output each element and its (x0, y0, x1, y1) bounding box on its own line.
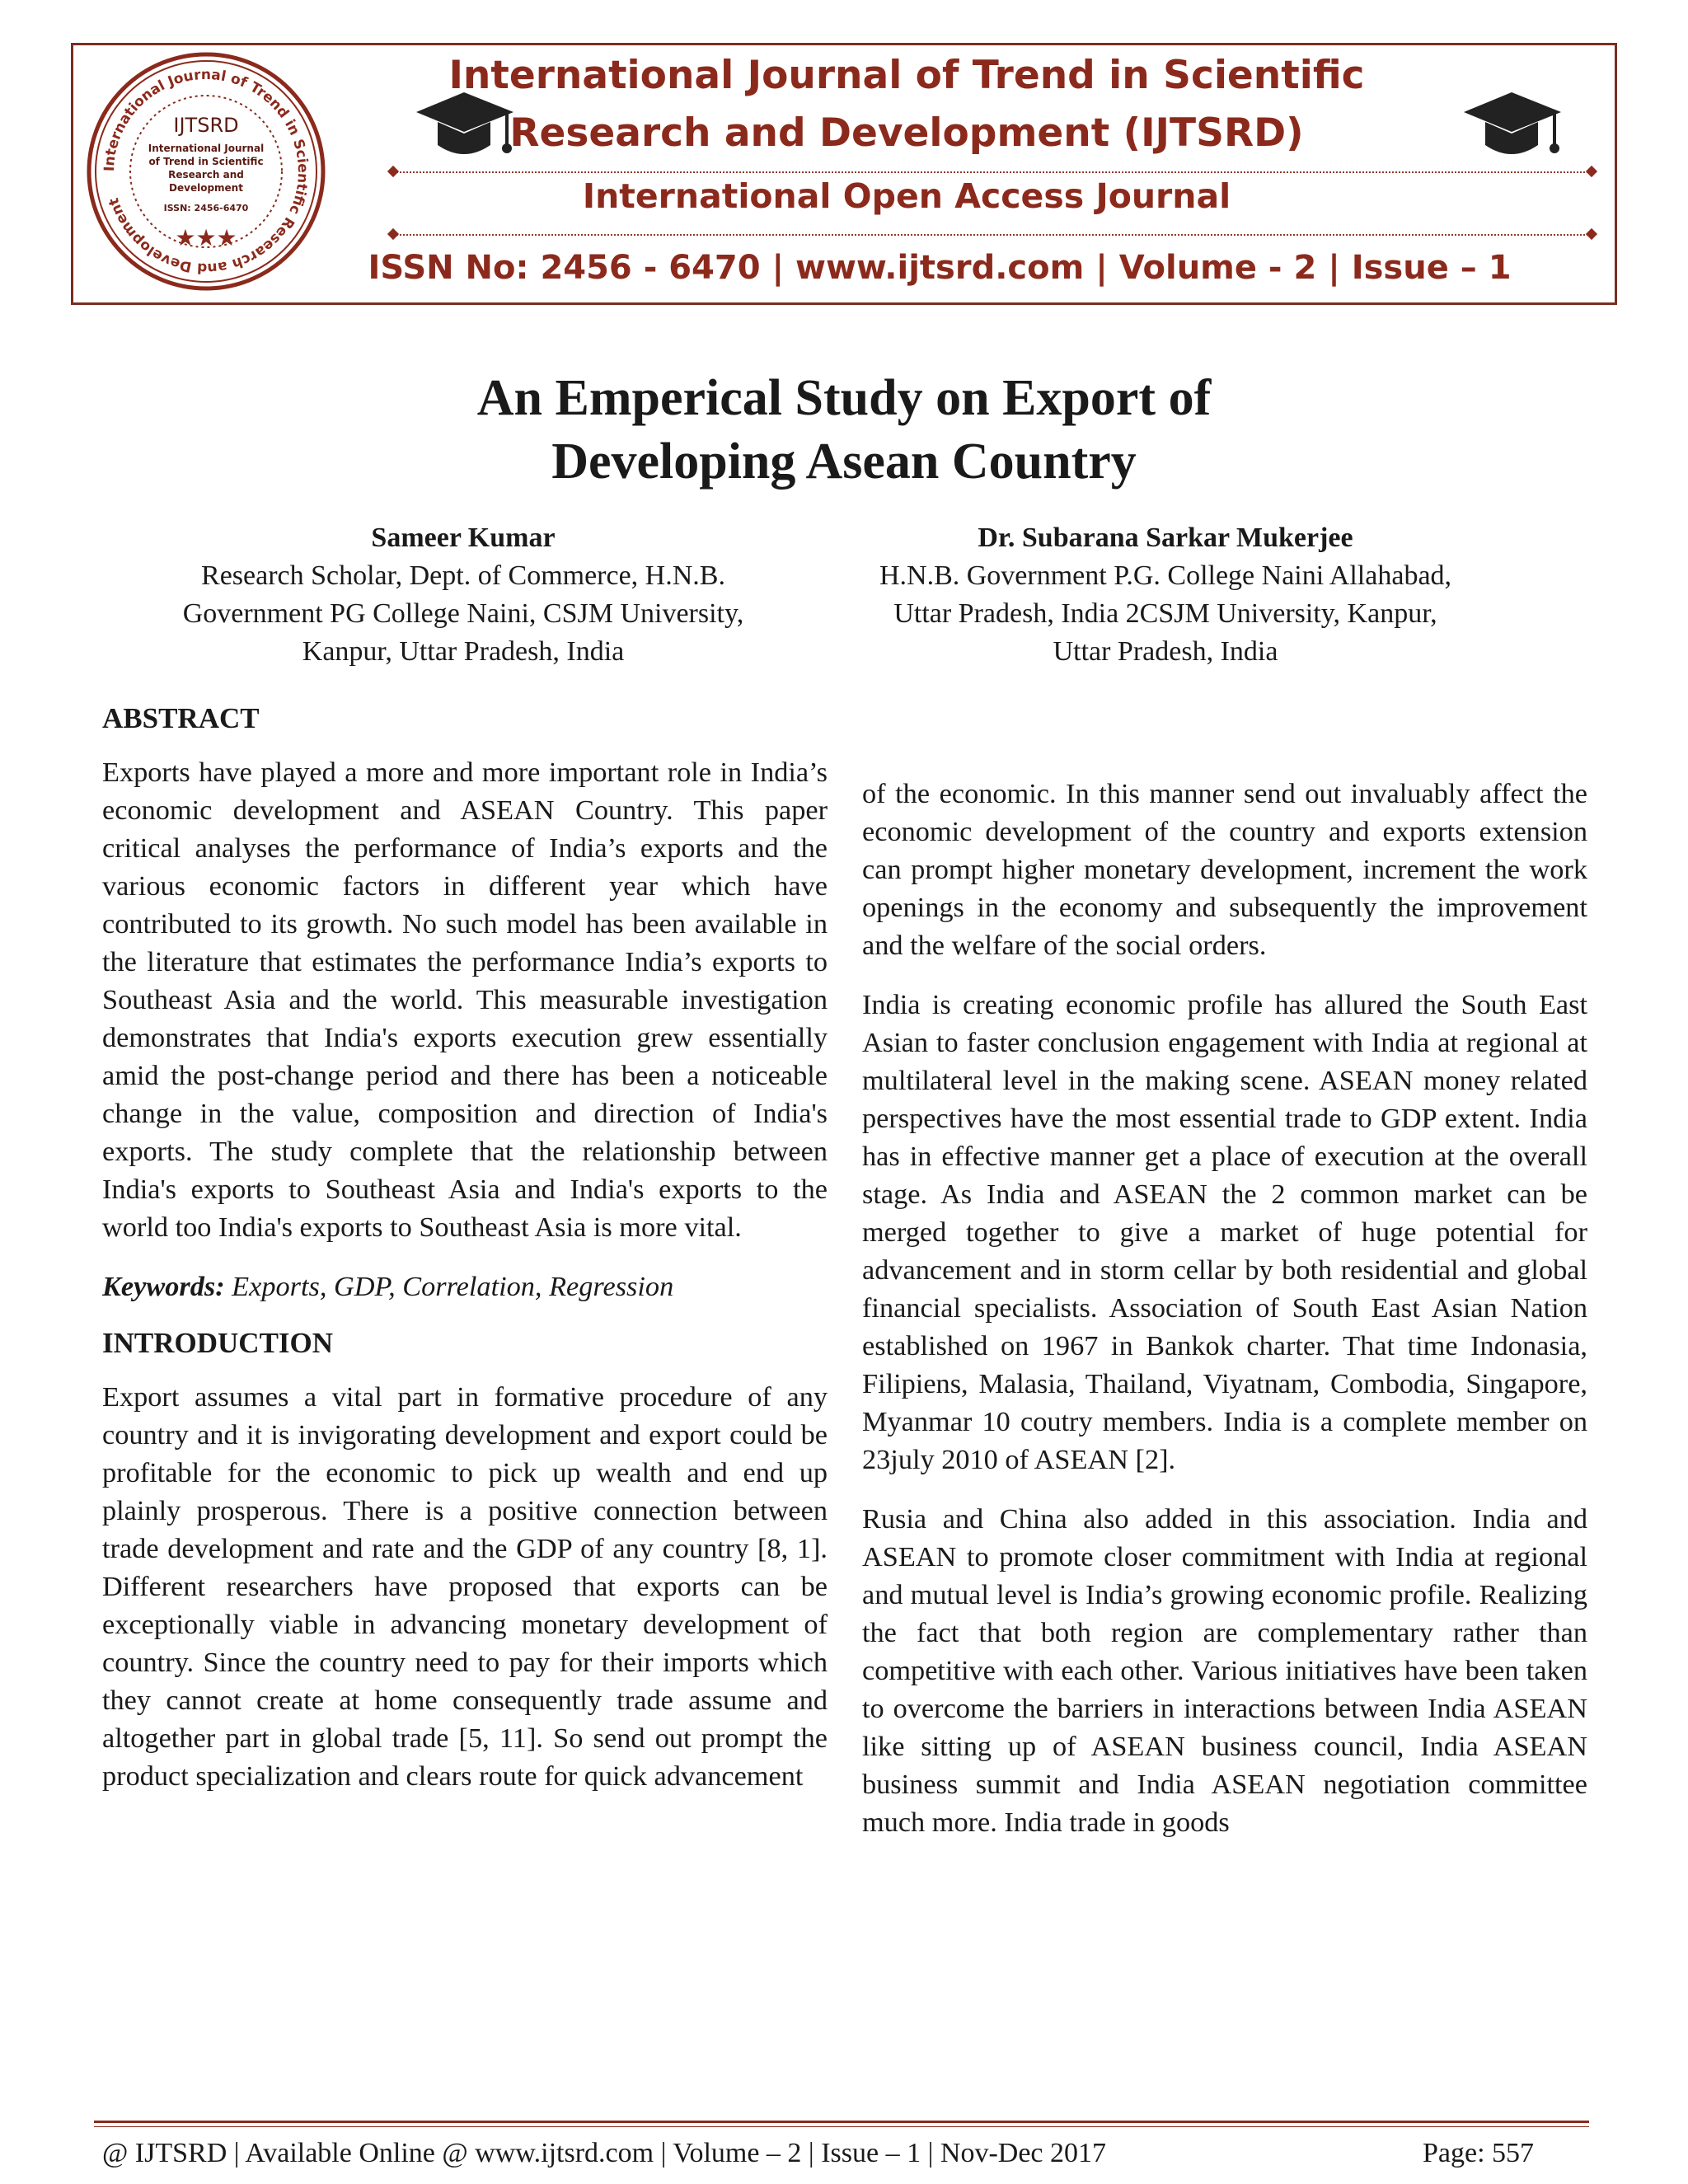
keywords-label: Keywords: (102, 1271, 225, 1302)
body-paragraph: of the economic. In this manner send out invaluably affect the economic development of the country and exports extension can prompt higher monetary development, increment the work openings in the economy and subsequently the improvement and the welfare of the social orders. (862, 778, 1587, 961)
left-column (102, 702, 828, 1795)
svg-text:ISSN: 2456-6470: ISSN: 2456-6470 (163, 203, 249, 213)
introduction-paragraph: Export assumes a vital part in formative procedure of any country and it is invigorating development and export could be profitable for the economic to pick up wealth and end up plainly prosperous. There is a positive connection between trade development and rate and the GDP of any country [8, 1]. Different researchers have proposed that exports can be exceptionally viable in advancing monetary development of country. Since the country need to pay for their imports which they cannot create at home consequently trade assume and altogether part in global trade [5, 11]. So send out prompt the product specialization and clears route for quick advancement (102, 1381, 828, 1792)
svg-text:of Trend in Scientific: of Trend in Scientific (148, 156, 264, 167)
footer-rule (94, 2121, 1589, 2123)
svg-text:International Journal: International Journal (148, 143, 265, 154)
author-affiliation: Government PG College Naini, CSJM University, (182, 598, 744, 629)
paper-title: An Emperical Study on Export of (476, 370, 1212, 426)
graduation-cap-icon (1457, 84, 1568, 165)
journal-title: Research and Development (IJTSRD) (509, 110, 1304, 156)
svg-text:Research and: Research and (168, 169, 244, 180)
svg-text:Development: Development (169, 182, 243, 194)
author-block (795, 519, 1536, 671)
author-block (92, 519, 834, 671)
author-affiliation: H.N.B. Government P.G. College Naini Allahabad, (879, 560, 1452, 591)
body-paragraph: Rusia and China also added in this association. India and ASEAN to promote closer commitment with India at regional and mutual level is India’s growing economic profile. Realizing the fact that both region are complementary rather than competitive with each other. Various initiatives have been taken to overcome the barriers in interactions between India ASEAN like sitting up of ASEAN business council, India ASEAN business summit and India ASEAN negotiation committee much more. India trade in goods (862, 1503, 1587, 1838)
issn-volume-line: ISSN No: 2456 - 6470 | www.ijtsrd.com | Volume - 2 | Issue – 1 (368, 249, 1512, 287)
keywords-text: Exports, GDP, Correlation, Regression (224, 1271, 674, 1302)
journal-seal-logo (84, 49, 328, 293)
journal-title: International Journal of Trend in Scientific (448, 53, 1365, 98)
abstract-heading: ABSTRACT (102, 702, 260, 734)
page-number: Page: 557 (1423, 2138, 1535, 2168)
footer-rule (94, 2126, 1589, 2127)
open-access-label: International Open Access Journal (582, 176, 1231, 216)
svg-text:International Journal of Trend: International Journal of Trend in Scientific Research and Development (101, 66, 312, 277)
author-affiliation: Kanpur, Uttar Pradesh, India (302, 636, 625, 667)
header-divider (394, 234, 1591, 236)
author-affiliation: Research Scholar, Dept. of Commerce, H.N.B. (201, 560, 725, 591)
footer-citation: @ IJTSRD | Available Online @ www.ijtsrd.com | Volume – 2 | Issue – 1 | Nov-Dec 2017 (102, 2138, 1107, 2168)
svg-text:IJTSRD: IJTSRD (173, 114, 239, 137)
author-affiliation: Uttar Pradesh, India (1053, 636, 1278, 667)
author-name: Sameer Kumar (371, 523, 556, 553)
author-name: Dr. Subarana Sarkar Mukerjee (978, 523, 1353, 553)
body-paragraph: India is creating economic profile has allured the South East Asian to faster conclusion engagement with India at regional at multilateral level in the making scene. ASEAN money related perspectives have the most essential trade to GDP extent. India has in effective manner get a place of execution at the overall stage. As India and ASEAN the 2 common market can be merged together to give a market of huge potential for advancement and in storm cellar by both residential and global financial specialists. Association of South East Asian Nation established on 1967 in Bankok charter. That time Indonasia, Filipiens, Malasia, Thailand, Viyatnam, Combodia, Singapore, Myanmar 10 coutry members. India is a complete member on 23july 2010 of ASEAN [2]. (862, 989, 1587, 1475)
right-column (862, 775, 1587, 1841)
keywords-line (102, 1268, 828, 1305)
introduction-heading: INTRODUCTION (102, 1327, 334, 1359)
svg-text:★★★: ★★★ (175, 224, 237, 251)
paper-title: Developing Asean Country (551, 434, 1137, 490)
abstract-text: Exports have played a more and more important role in India’s economic development and ASEAN Country. This paper critical analyses the performance of India’s exports and the various economic factors in different year which have contributed to its growth. No such model has been available in the literature that estimates the performance India’s exports to Southeast Asia and the world. This measurable investigation demonstrates that India's exports execution grew essentially amid the post-change period and there has been a noticeable change in the value, composition and direction of India's exports. The study complete that the relationship between India's exports to Southeast Asia and India's exports to the world too India's exports to Southeast Asia is more vital. (102, 757, 828, 1243)
author-affiliation: Uttar Pradesh, India 2CSJM University, Kanpur, (893, 598, 1437, 629)
header-divider (394, 171, 1591, 173)
